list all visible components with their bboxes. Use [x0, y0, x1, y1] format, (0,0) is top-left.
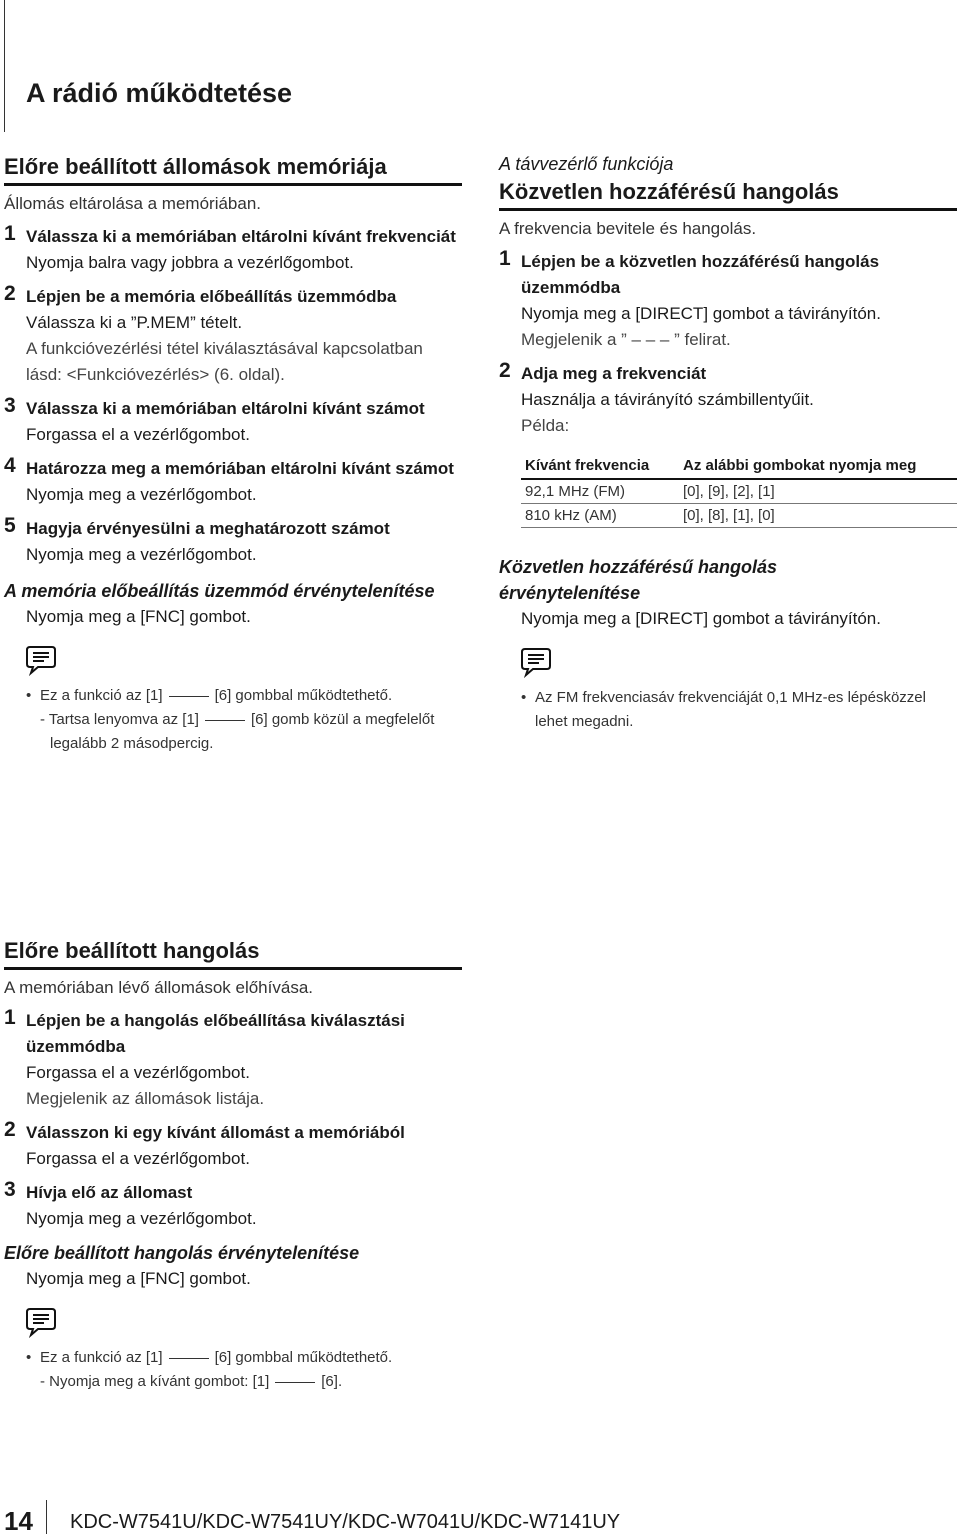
step-number: 3: [4, 394, 16, 417]
step-1: [4, 1008, 462, 1112]
step-action: Forgassa el a vezérlőgombot.: [26, 1149, 250, 1168]
step-2: [4, 1120, 462, 1172]
cancel-action: Nyomja meg a [DIRECT] gombot a távirányítón.: [521, 609, 881, 628]
cancel-heading: Előre beállított hangolás érvénytelenítése: [4, 1243, 360, 1263]
range-dash: [275, 1382, 315, 1383]
step-heading: Határozza meg a memóriában eltárolni kívánt számot: [26, 459, 454, 478]
step-heading: Lépjen be a közvetlen hozzáférésű hangolás üzemmódba: [521, 252, 880, 297]
step-heading: Válasszon ki egy kívánt állomást a memóriából: [26, 1123, 405, 1142]
note-text: Az FM frekvenciasáv frekvenciáját 0,1 MHz-es lépésközzel: [535, 689, 926, 706]
step-number: 2: [4, 282, 16, 305]
step-number: 3: [4, 1178, 16, 1201]
table-header: Kívánt frekvencia: [521, 453, 679, 479]
step-1: [499, 249, 957, 353]
note-text: - Nyomja meg a kívánt gombot: [1]: [40, 1373, 270, 1390]
table-header-row: [521, 453, 957, 479]
table-row: [521, 504, 957, 528]
step-heading: Hívja elő az állomast: [26, 1183, 193, 1202]
step-number: 4: [4, 454, 16, 477]
step-heading: Lépjen be a memória előbeállítás üzemmódba: [26, 287, 397, 306]
section-subtitle: A távvezérlő funkciója: [499, 154, 674, 174]
page-title: A rádió működtetése: [26, 78, 293, 108]
table-header: Az alábbi gombokat nyomja meg: [679, 453, 957, 479]
step-number: 1: [4, 1006, 16, 1029]
step-number: 2: [4, 1118, 16, 1141]
note-item: • Ez a funkció az [1] [6] gombbal működtethető.: [26, 1349, 393, 1366]
step-action: Használja a távirányító számbillentyűit.: [521, 390, 814, 409]
note-subitem: legalább 2 másodpercig.: [50, 735, 214, 752]
section-heading: Előre beállított hangolás: [4, 938, 462, 970]
section-heading: Előre beállított állomások memóriája: [4, 154, 462, 186]
note-text: [6] gombbal működtethető.: [214, 687, 393, 704]
step-3: [4, 1180, 462, 1232]
step-heading: Válassza ki a memóriában eltárolni kívánt számot: [26, 399, 425, 418]
table-cell: [0], [8], [1], [0]: [679, 504, 957, 528]
step-heading: Lépjen be a hangolás előbeállítása kiválasztási üzemmódba: [26, 1011, 405, 1056]
section-intro: A frekvencia bevitele és hangolás.: [499, 219, 757, 238]
note-text: - Tartsa lenyomva az [1]: [40, 711, 199, 728]
section-intro: Állomás eltárolása a memóriában.: [4, 194, 262, 213]
step-4: [4, 456, 462, 508]
range-dash: [169, 696, 209, 697]
note-item: • Ez a funkció az [1] [6] gombbal működtethető.: [26, 687, 393, 704]
table-cell: 810 kHz (AM): [521, 504, 679, 528]
step-note: A funkcióvezérlési tétel kiválasztásával kapcsolatban: [26, 339, 423, 358]
section-intro: A memóriában lévő állomások előhívása.: [4, 978, 313, 997]
table-row: [521, 479, 957, 504]
step-1: [4, 224, 462, 276]
step-action: Forgassa el a vezérlőgombot.: [26, 1063, 250, 1082]
step-action: Nyomja meg a vezérlőgombot.: [26, 545, 257, 564]
cancel-action: Nyomja meg a [FNC] gombot.: [26, 1269, 251, 1288]
step-number: 2: [499, 359, 511, 382]
step-note: Megjelenik az állomások listája.: [26, 1089, 265, 1108]
note-icon: [24, 1306, 58, 1338]
note-subitem: lehet megadni.: [535, 713, 634, 730]
note-icon: [519, 646, 553, 678]
note-item: • Az FM frekvenciasáv frekvenciáját 0,1 MHz-es lépésközzel: [521, 689, 926, 706]
step-number: 5: [4, 514, 16, 537]
step-heading: Válassza ki a memóriában eltárolni kívánt frekvenciát: [26, 227, 456, 246]
cancel-heading: Közvetlen hozzáférésű hangolás érvénytelenítése: [499, 557, 778, 603]
range-dash: [205, 720, 245, 721]
margin-rule: [4, 0, 5, 132]
step-note: Megjelenik a ” – – – ” felirat.: [521, 330, 731, 349]
step-action: Forgassa el a vezérlőgombot.: [26, 425, 250, 444]
section-preset-memory: [4, 154, 462, 756]
note-subitem: [4, 1370, 462, 1394]
step-action: Nyomja meg a vezérlőgombot.: [26, 1209, 257, 1228]
page-number: 14: [4, 1506, 33, 1536]
step-2: [499, 361, 957, 439]
note-text: Ez a funkció az [1]: [40, 687, 163, 704]
step-note: lásd: <Funkcióvezérlés> (6. oldal).: [26, 365, 285, 384]
note-icon: [24, 644, 58, 676]
step-action: Nyomja meg a [DIRECT] gombot a távirányítón.: [521, 304, 881, 323]
note-subitem: [4, 708, 462, 732]
step-action: Válassza ki a ”P.MEM” tételt.: [26, 313, 243, 332]
range-dash: [169, 1358, 209, 1359]
example-table: [521, 453, 957, 528]
note-text: [6] gombbal működtethető.: [214, 1349, 393, 1366]
note-text: [6].: [321, 1373, 343, 1390]
step-heading: Adja meg a frekvenciát: [521, 364, 707, 383]
step-number: 1: [499, 247, 511, 270]
cancel-heading: A memória előbeállítás üzemmód érvénytelenítése: [4, 581, 435, 601]
section-preset-tuning: [4, 938, 462, 1394]
table-cell: [0], [9], [2], [1]: [679, 479, 957, 504]
step-number: 1: [4, 222, 16, 245]
step-heading: Hagyja érvényesülni a meghatározott számot: [26, 519, 390, 538]
section-direct-tuning: [499, 154, 957, 734]
step-5: [4, 516, 462, 568]
step-3: [4, 396, 462, 448]
footer-divider: [46, 1500, 47, 1534]
step-action: Nyomja meg a vezérlőgombot.: [26, 485, 257, 504]
note-text: Ez a funkció az [1]: [40, 1349, 163, 1366]
step-2: [4, 284, 462, 388]
model-list: KDC-W7541U/KDC-W7541UY/KDC-W7041U/KDC-W7141UY: [70, 1511, 621, 1533]
table-cell: 92,1 MHz (FM): [521, 479, 679, 504]
step-action: Nyomja balra vagy jobbra a vezérlőgombot.: [26, 253, 354, 272]
cancel-action: Nyomja meg a [FNC] gombot.: [26, 607, 251, 626]
section-heading: Közvetlen hozzáférésű hangolás: [499, 179, 957, 211]
step-note: Példa:: [521, 416, 570, 435]
note-text: [6] gomb közül a megfelelőt: [250, 711, 435, 728]
